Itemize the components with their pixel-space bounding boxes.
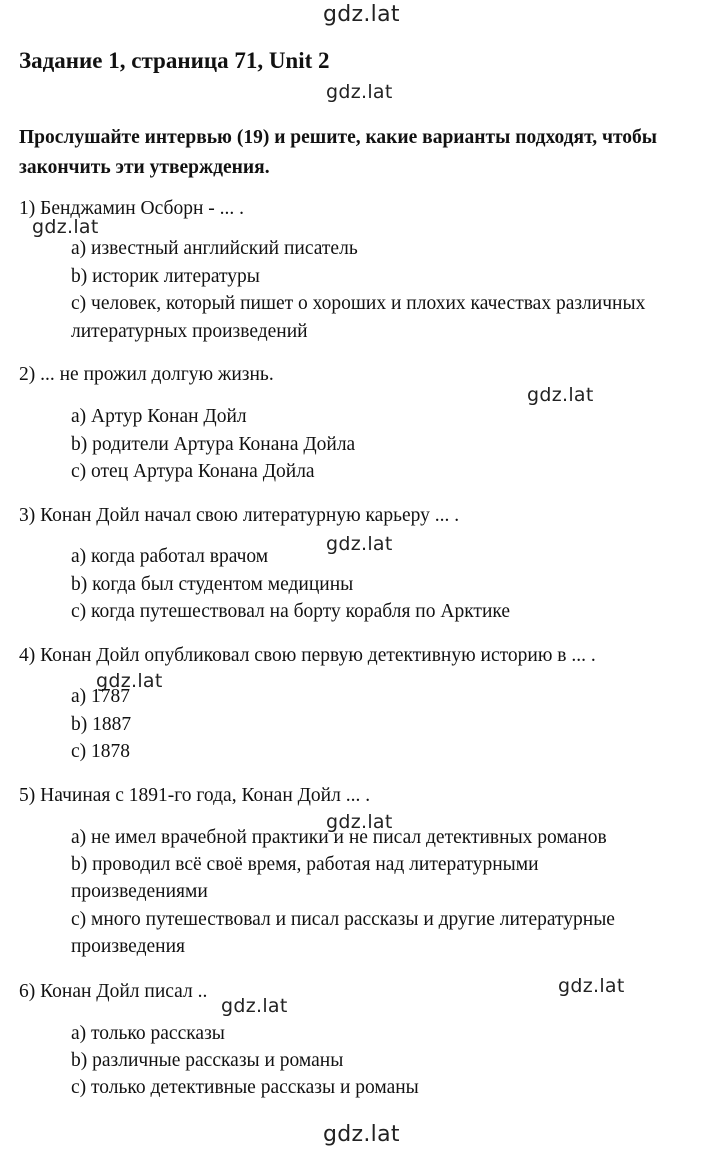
watermark: gdz.lat bbox=[32, 216, 99, 238]
watermark: gdz.lat bbox=[96, 670, 163, 692]
question-1-option-c: c) человек, который пишет о хороших и плохих качествах различных bbox=[71, 293, 646, 314]
watermark: gdz.lat bbox=[527, 384, 594, 406]
watermark: gdz.lat bbox=[558, 975, 625, 997]
question-6-option-b: b) различные рассказы и романы bbox=[71, 1050, 344, 1071]
question-1: 1) Бенджамин Осборн - ... . bbox=[19, 198, 244, 219]
question-5-option-b: b) проводил всё своё время, работая над литературными bbox=[71, 854, 539, 875]
question-2-option-b: b) родители Артура Конана Дойла bbox=[71, 434, 356, 455]
question-4-option-b: b) 1887 bbox=[71, 714, 132, 735]
question-5-option-c: c) много путешествовал и писал рассказы и другие литературные bbox=[71, 909, 615, 930]
question-1-option-c-continued: литературных произведений bbox=[71, 321, 308, 342]
question-3-option-a: a) когда работал врачом bbox=[71, 546, 269, 567]
question-3: 3) Конан Дойл начал свою литературную карьеру ... . bbox=[19, 505, 460, 526]
question-5-option-a: a) не имел врачебной практики и не писал детективных романов bbox=[71, 827, 607, 848]
question-3-option-c: c) когда путешествовал на борту корабля по Арктике bbox=[71, 601, 511, 622]
question-4: 4) Конан Дойл опубликовал свою первую детективную историю в ... . bbox=[19, 645, 596, 666]
question-5-option-b-continued: произведениями bbox=[71, 881, 208, 902]
question-1-option-b: b) историк литературы bbox=[71, 266, 260, 287]
watermark: gdz.lat bbox=[326, 811, 393, 833]
watermark: gdz.lat bbox=[323, 2, 400, 27]
watermark: gdz.lat bbox=[221, 995, 288, 1017]
page-title: Задание 1, страница 71, Unit 2 bbox=[19, 48, 330, 73]
question-5: 5) Начиная с 1891-го года, Конан Дойл ... . bbox=[19, 785, 371, 806]
question-6-option-a: a) только рассказы bbox=[71, 1023, 225, 1044]
question-6-option-c: c) только детективные рассказы и романы bbox=[71, 1077, 419, 1098]
question-5-option-c-continued: произведения bbox=[71, 936, 185, 957]
question-2-option-c: c) отец Артура Конана Дойла bbox=[71, 461, 315, 482]
question-6: 6) Конан Дойл писал .. bbox=[19, 981, 208, 1002]
watermark: gdz.lat bbox=[326, 533, 393, 555]
question-4-option-c: c) 1878 bbox=[71, 741, 131, 762]
question-2: 2) ... не прожил долгую жизнь. bbox=[19, 364, 274, 385]
task-instruction: Прослушайте интервью (19) и решите, какие варианты подходят, чтобы закончить эти утверждения. bbox=[19, 127, 658, 178]
question-1-option-a: a) известный английский писатель bbox=[71, 238, 358, 259]
watermark: gdz.lat bbox=[326, 81, 393, 103]
watermark: gdz.lat bbox=[323, 1122, 400, 1147]
question-2-option-a: a) Артур Конан Дойл bbox=[71, 406, 247, 427]
question-4-option-a: a) 1787 bbox=[71, 686, 131, 707]
question-3-option-b: b) когда был студентом медицины bbox=[71, 574, 354, 595]
